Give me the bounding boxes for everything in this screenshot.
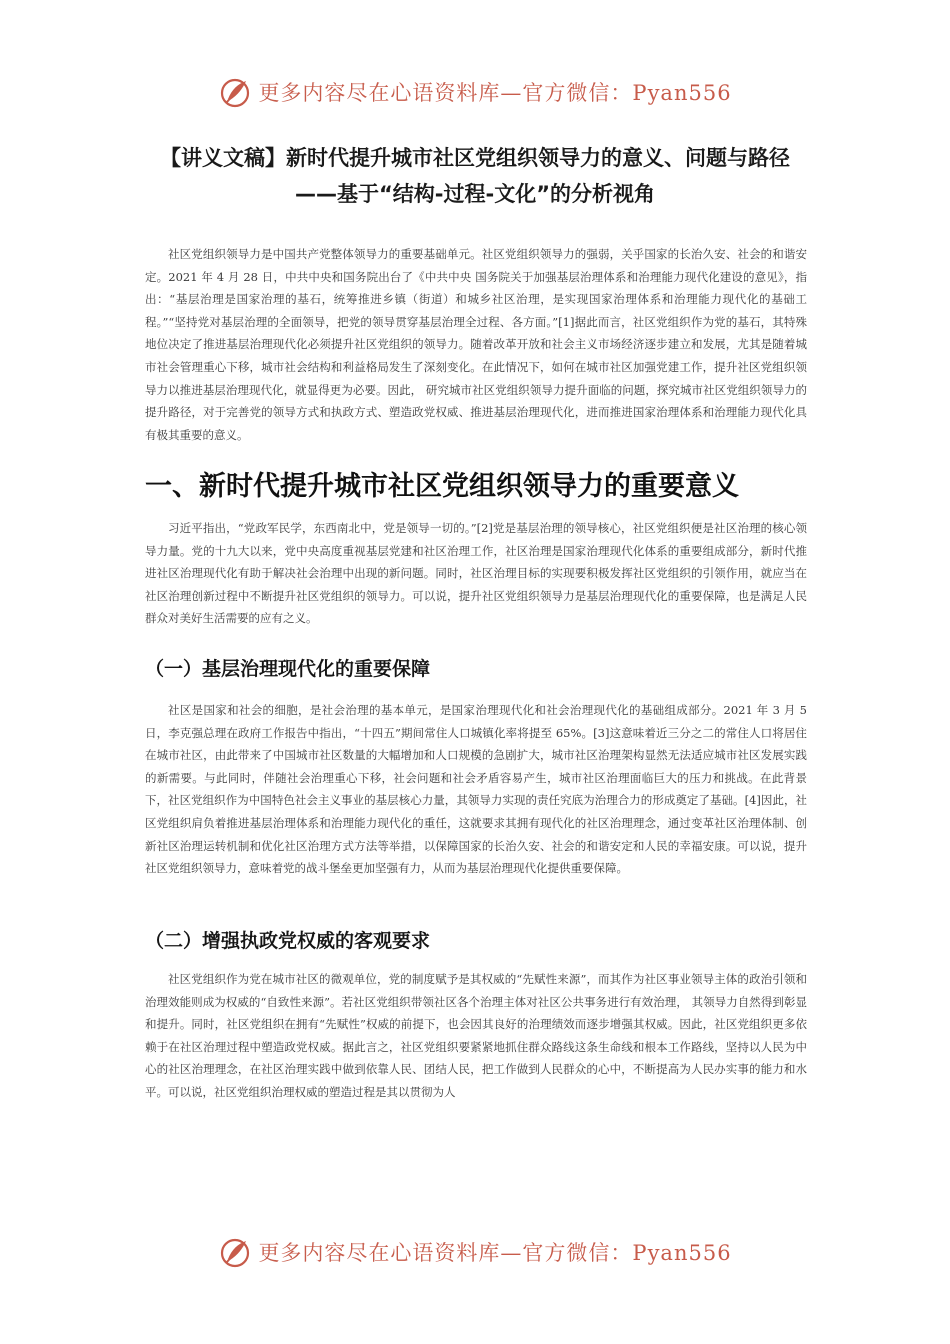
banner-text: 更多内容尽在心语资料库—官方微信：Pyan556: [258, 81, 732, 105]
document-title-line-2: ——基于“结构-过程-文化”的分析视角: [294, 182, 656, 206]
subsection-2-heading: （二）增强执政党权威的客观要求: [145, 930, 431, 952]
leaf-pen-logo-icon: [218, 75, 252, 109]
section-1-paragraph: 习近平指出，“党政军民学，东西南北中，党是领导一切的。”[2]党是基层治理的领导核心，社区党组织便是社区治理的核心领导力量。党的十九大以来，党中央高度重视基层党建和社区治理工作，社区治理是国家治理现代化体系的重要组成部分，新时代推进社区治理现代化有助于解决社会治理中出现的新问题。同时，社区治理目标的实现要积极发挥社区党组织的引领作用，就应当在社区治理创新过程中不断提升社区党组织的领导力。可以说，提升社区党组织领导力是基层治理现代化的重要保障，也是满足人民群众对美好生活需要的应有之义。: [145, 521, 807, 626]
section-1-heading: 一、新时代提升城市社区党组织领导力的重要意义: [145, 471, 739, 502]
document-title-line-1: 【讲义文稿】新时代提升城市社区党组织领导力的意义、问题与路径: [160, 146, 790, 170]
subsection-2-paragraph: 社区党组织作为党在城市社区的微观单位，党的制度赋予是其权威的“先赋性来源”，而其作为社区事业领导主体的政治引领和治理效能则成为权威的“自致性来源”。若社区党组织带领社区各个治理主体对社区公共事务进行有效治理， 其领导力自然得到彰显和提升。同时，社区党组织在拥有“先赋性”权威的前提下，也会因其良好的治理绩效而逐步增强其权威。因此，社区党组织更多依赖于在社区治理过程中塑造政党权威。据此言之，社区党组织要紧紧地抓住群众路线这条生命线和根本工作路线，坚持以人民为中心的社区治理理念，在社区治理实践中做到依靠人民、团结人民，把工作做到人民群众的心中，不断提高为人民办实事的能力和水平。可以说，社区党组织治理权威的塑造过程是其以贯彻为人: [145, 972, 807, 1099]
header-banner: [0, 72, 950, 112]
leaf-pen-logo-icon: [218, 1235, 252, 1269]
banner-text: 更多内容尽在心语资料库—官方微信：Pyan556: [258, 1241, 732, 1265]
intro-paragraph: 社区党组织领导力是中国共产党整体领导力的重要基础单元。社区党组织领导力的强弱，关乎国家的长治久安、社会的和谐安定。2021 年 4 月 28 日，中共中央和国务院出台了《中共中央 国务院关于加强基层治理体系和治理能力现代化建设的意见》，指出：“基层治理是国家治理的基石，统筹推进乡镇（街道）和城乡社区治理，是实现国家治理体系和治理能力现代化的基础工程。”“坚持党对基层治理的全面领导，把党的领导贯穿基层治理全过程、各方面。”[1]据此而言，社区党组织作为党的基石，其特殊地位决定了推进基层治理现代化必须提升社区党组织的领导力。随着改革开放和社会主义市场经济逐步建立和发展，尤其是随着城市社会管理重心下移，城市社会结构和利益格局发生了深刻变化。在此情况下，如何在城市社区加强党建工作，提升社区党组织领导力以推进基层治理现代化，就显得更为必要。因此， 研究城市社区党组织领导力提升面临的问题，探究城市社区党组织领导力的提升路径，对于完善党的领导方式和执政方式、塑造政党权威、推进基层治理现代化，进而推进国家治理体系和治理能力现代化具有极其重要的意义。: [145, 247, 807, 442]
subsection-1-heading: （一）基层治理现代化的重要保障: [145, 658, 431, 680]
subsection-1-paragraph: 社区是国家和社会的细胞，是社会治理的基本单元，是国家治理现代化和社会治理现代化的基础组成部分。2021 年 3 月 5 日，李克强总理在政府工作报告中指出，“十四五”期间常住人口城镇化率将提至 65%。[3]这意味着近三分之二的常住人口将居住在城市社区，由此带来了中国城市社区数量的大幅增加和人口规模的急剧扩大，城市社区治理架构显然无法适应城市社区发展实践的新需要。与此同时，伴随社会治理重心下移，社会问题和社会矛盾容易产生，城市社区治理面临巨大的压力和挑战。在此背景下，社区党组织作为中国特色社会主义事业的基层核心力量，其领导力实现的责任究底为治理合力的形成奠定了基础。[4]因此，社区党组织肩负着推进基层治理体系和治理能力现代化的重任，这就要求其拥有现代化的社区治理理念，通过变革社区治理体制、创新社区治理运转机制和优化社区治理方式方法等举措，以保障国家的长治久安、社会的和谐安定和人民的幸福安康。可以说，提升社区党组织领导力，意味着党的战斗堡垒更加坚强有力，从而为基层治理现代化提供重要保障。: [145, 703, 807, 876]
footer-banner: [0, 1232, 950, 1272]
